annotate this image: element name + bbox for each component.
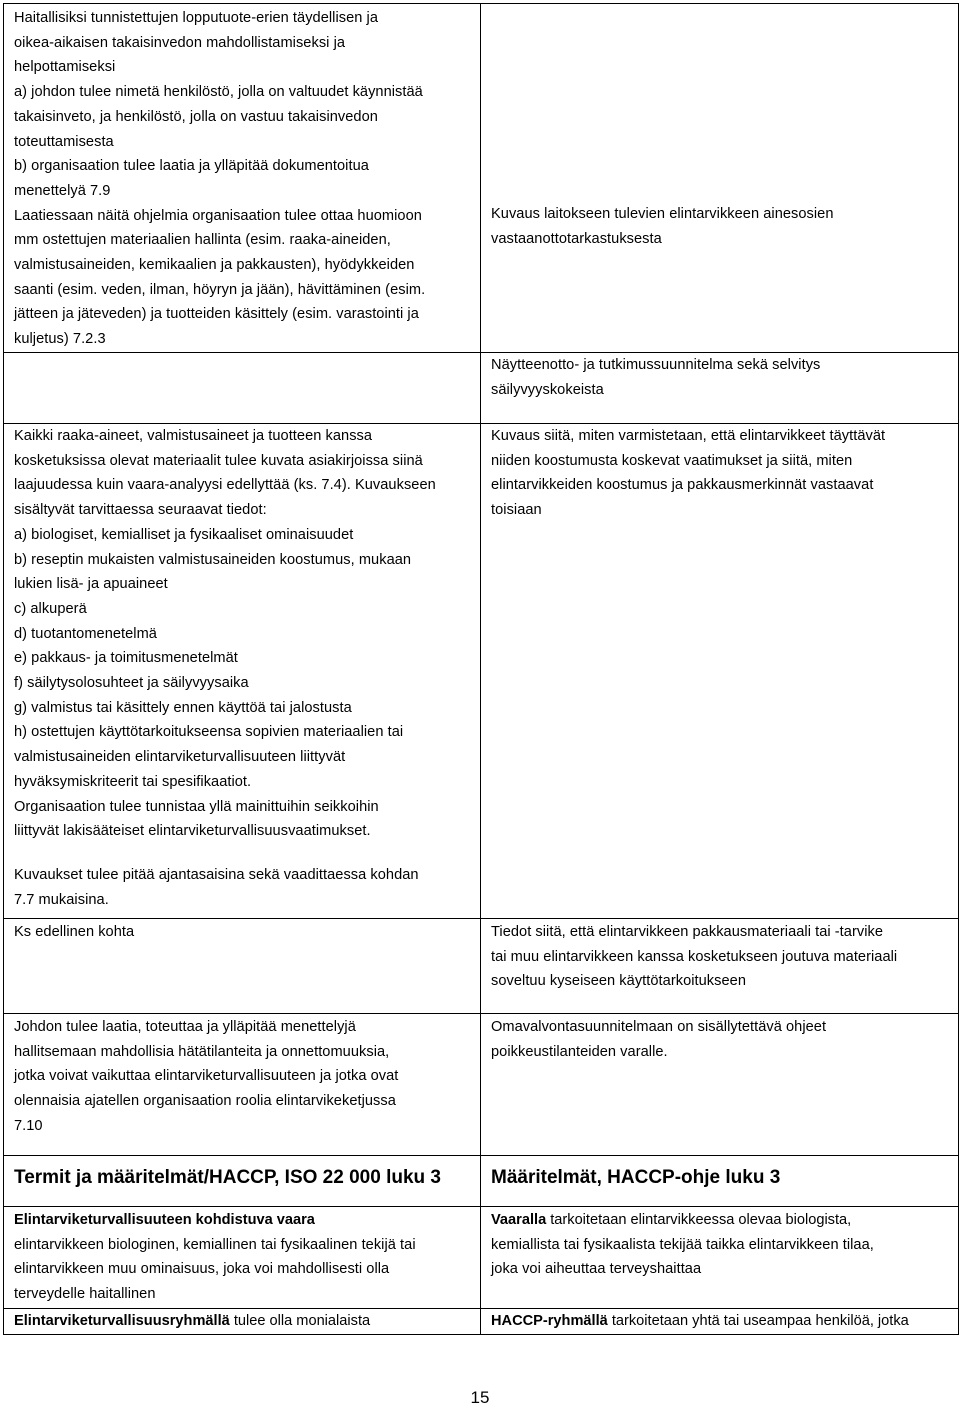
table-row (4, 919, 959, 1014)
text-line: sisältyvät tarvittaessa seuraavat tiedot: (14, 502, 267, 519)
text-line: Haitallisiksi tunnistettujen lopputuote-erien täydellisen ja (14, 10, 378, 26)
definition-text-left (14, 1233, 470, 1307)
text-line: vastaanottotarkastuksesta (491, 230, 662, 247)
text-line: joka voi aiheuttaa terveyshaittaa (491, 1261, 702, 1278)
row3-left-note (14, 863, 470, 912)
text-line: Tiedot siitä, että elintarvikkeen pakkausmateriaali tai -tarvike (491, 924, 883, 940)
text-line: olennaisia ajatellen organisaation roolia elintarvikeketjussa (14, 1093, 396, 1110)
text-line: elintarvikkeiden koostumus ja pakkausmerkinnät vastaavat (491, 477, 874, 494)
row4-left-cell (4, 919, 481, 1014)
text-line: Organisaation tulee tunnistaa yllä mainittuihin seikkoihin (14, 798, 379, 815)
text-line: helpottamiseksi (14, 59, 116, 76)
text-line: saanti (esim. veden, ilman, höyryn ja jään), hävittäminen (esim. (14, 281, 426, 298)
definitions-heading-right: Määritelmät, HACCP-ohje luku 3 (491, 1167, 781, 1188)
row5-left-cell (4, 1014, 481, 1156)
text-line: liittyvät lakisääteiset elintarviketurvallisuusvaatimukset. (14, 823, 371, 840)
text-line: Kuvaus siitä, miten varmistetaan, että elintarvikkeet täyttävät (491, 428, 886, 444)
row2-left-cell (4, 353, 481, 424)
text-line: takaisinveto, ja henkilöstö, jolla on vastuu takaisinvedon (14, 108, 378, 125)
text-line: Laatiessaan näitä ohjelmia organisaation tulee ottaa huomioon (14, 207, 422, 224)
text-line: elintarvikkeen biologinen, kemiallinen tai fysikaalinen tekijä tai (14, 1236, 416, 1253)
text-line: toisiaan (491, 502, 542, 519)
text-line: b) reseptin mukaisten valmistusaineiden koostumus, mukaan (14, 551, 412, 568)
definition-term-right: Vaaralla (491, 1212, 547, 1228)
definition-right-cell (481, 1207, 959, 1309)
text-line: Kaikki raaka-aineet, valmistusaineet ja tuotteen kanssa (14, 428, 373, 444)
row2-right-cell (481, 353, 959, 424)
row4-right-cell (481, 919, 959, 1014)
text-line: 7.7 mukaisina. (14, 891, 109, 908)
table-row (4, 353, 959, 424)
definition-text-right (491, 1233, 948, 1282)
text-line: niiden koostumusta koskevat vaatimukset ja siitä, miten (491, 452, 853, 469)
definition2-term-left: Elintarviketurvallisuusryhmällä (14, 1313, 230, 1329)
text-line: hyväksymiskriteerit tai spesifikaatiot. (14, 773, 252, 790)
text-line: jätteen ja jäteveden) ja tuotteiden käsittely (esim. varastointi ja (14, 306, 419, 323)
text-line: lukien lisä- ja apuaineet (14, 576, 168, 593)
text-line: c) alkuperä (14, 600, 87, 617)
text-line: a) biologiset, kemialliset ja fysikaaliset ominaisuudet (14, 526, 354, 543)
text-line: hallitsemaan mahdollisia hätätilanteita ja onnettomuuksia, (14, 1043, 390, 1060)
text-line: Kuvaukset tulee pitää ajantasaisina sekä vaadittaessa kohdan (14, 866, 419, 883)
row1-left-cell (4, 4, 481, 353)
definition2-right-cell (481, 1309, 959, 1335)
definition2-left-cell (4, 1309, 481, 1335)
text-line: menettelyä 7.9 (14, 182, 111, 199)
text-line: 7.10 (14, 1117, 43, 1134)
definition2-text-right: tarkoitetaan yhtä tai useampaa henkilöä, jotka (607, 1313, 909, 1329)
text-line: g) valmistus tai käsittely ennen käyttöä tai jalostusta (14, 699, 352, 716)
definitions-heading-left: Termit ja määritelmät/HACCP, ISO 22 000 luku 3 (14, 1167, 441, 1188)
text-line: soveltuu kyseiseen käyttötarkoitukseen (491, 973, 746, 990)
table-row (4, 1309, 959, 1335)
text-line: poikkeustilanteiden varalle. (491, 1043, 668, 1060)
definition2-term-right: HACCP-ryhmällä (491, 1313, 608, 1329)
definitions-heading-right-cell (481, 1156, 959, 1207)
definitions-heading-left-cell (4, 1156, 481, 1207)
text-line: mm ostettujen materiaalien hallinta (esim. raaka-aineiden, (14, 232, 391, 249)
table-row (4, 1156, 959, 1207)
text-line: d) tuotantomenetelmä (14, 625, 157, 642)
definition-term-left: Elintarviketurvallisuuteen kohdistuva vaara (14, 1212, 315, 1228)
table-row (4, 1014, 959, 1156)
text-line: f) säilytysolosuhteet ja säilyvyysaika (14, 675, 249, 692)
text-line: kuljetus) 7.2.3 (14, 331, 106, 348)
text-line: Näytteenotto- ja tutkimussuunnitelma sekä selvitys (491, 357, 821, 373)
text-line: a) johdon tulee nimetä henkilöstö, jolla on valtuudet käynnistää (14, 84, 423, 101)
text-line: tai muu elintarvikkeen kanssa kosketukseen joutuva materiaali (491, 948, 898, 965)
text-line: b) organisaation tulee laatia ja ylläpitää dokumentoitua (14, 158, 369, 175)
text-line: terveydelle haitallinen (14, 1286, 156, 1303)
text-line: säilyvyyskokeista (491, 381, 604, 398)
row3-right-cell (481, 424, 959, 919)
text-line: h) ostettujen käyttötarkoitukseensa sopivien materiaalien tai (14, 724, 404, 741)
text-line: valmistusaineiden, kemikaalien ja pakkausten), hyödykkeiden (14, 257, 415, 274)
text-line: laajuudessa kuin vaara-analyysi edellyttää (ks. 7.4). Kuvaukseen (14, 477, 436, 494)
table-row (4, 4, 959, 353)
document-table (3, 3, 959, 1335)
definition2-text-left: tulee olla monialaista (229, 1313, 371, 1329)
text-line: toteuttamisesta (14, 133, 114, 150)
table-row (4, 424, 959, 919)
definition-left-cell (4, 1207, 481, 1309)
text-line: kosketuksissa olevat materiaalit tulee kuvata asiakirjoissa siinä (14, 452, 423, 469)
row3-left-main (14, 424, 470, 844)
text-line: kemiallista tai fysikaalista tekijää taikka elintarvikkeen tilaa, (491, 1236, 874, 1253)
definition-text-right-first: tarkoitetaan elintarvikkeessa olevaa biologista, (546, 1212, 852, 1228)
text-line: Kuvaus laitokseen tulevien elintarvikkeen ainesosien (491, 206, 834, 222)
text-line: valmistusaineiden elintarviketurvallisuuteen liittyvät (14, 749, 346, 766)
row1-right-cell (481, 4, 959, 353)
text-line: Ks edellinen kohta (14, 924, 135, 940)
text-line: Omavalvontasuunnitelmaan on sisällytettävä ohjeet (491, 1019, 827, 1035)
row3-left-cell (4, 424, 481, 919)
table-row (4, 1207, 959, 1309)
text-line: Johdon tulee laatia, toteuttaa ja ylläpitää menettelyjä (14, 1019, 356, 1035)
text-line: oikea-aikaisen takaisinvedon mahdollistamiseksi ja (14, 34, 346, 51)
page-number: 15 (470, 1388, 490, 1407)
row5-right-cell (481, 1014, 959, 1156)
text-line: elintarvikkeen muu ominaisuus, joka voi mahdollisesti olla (14, 1261, 390, 1278)
text-line: e) pakkaus- ja toimitusmenetelmät (14, 650, 238, 667)
text-line: jotka voivat vaikuttaa elintarviketurvallisuuteen ja jotka ovat (14, 1068, 399, 1085)
